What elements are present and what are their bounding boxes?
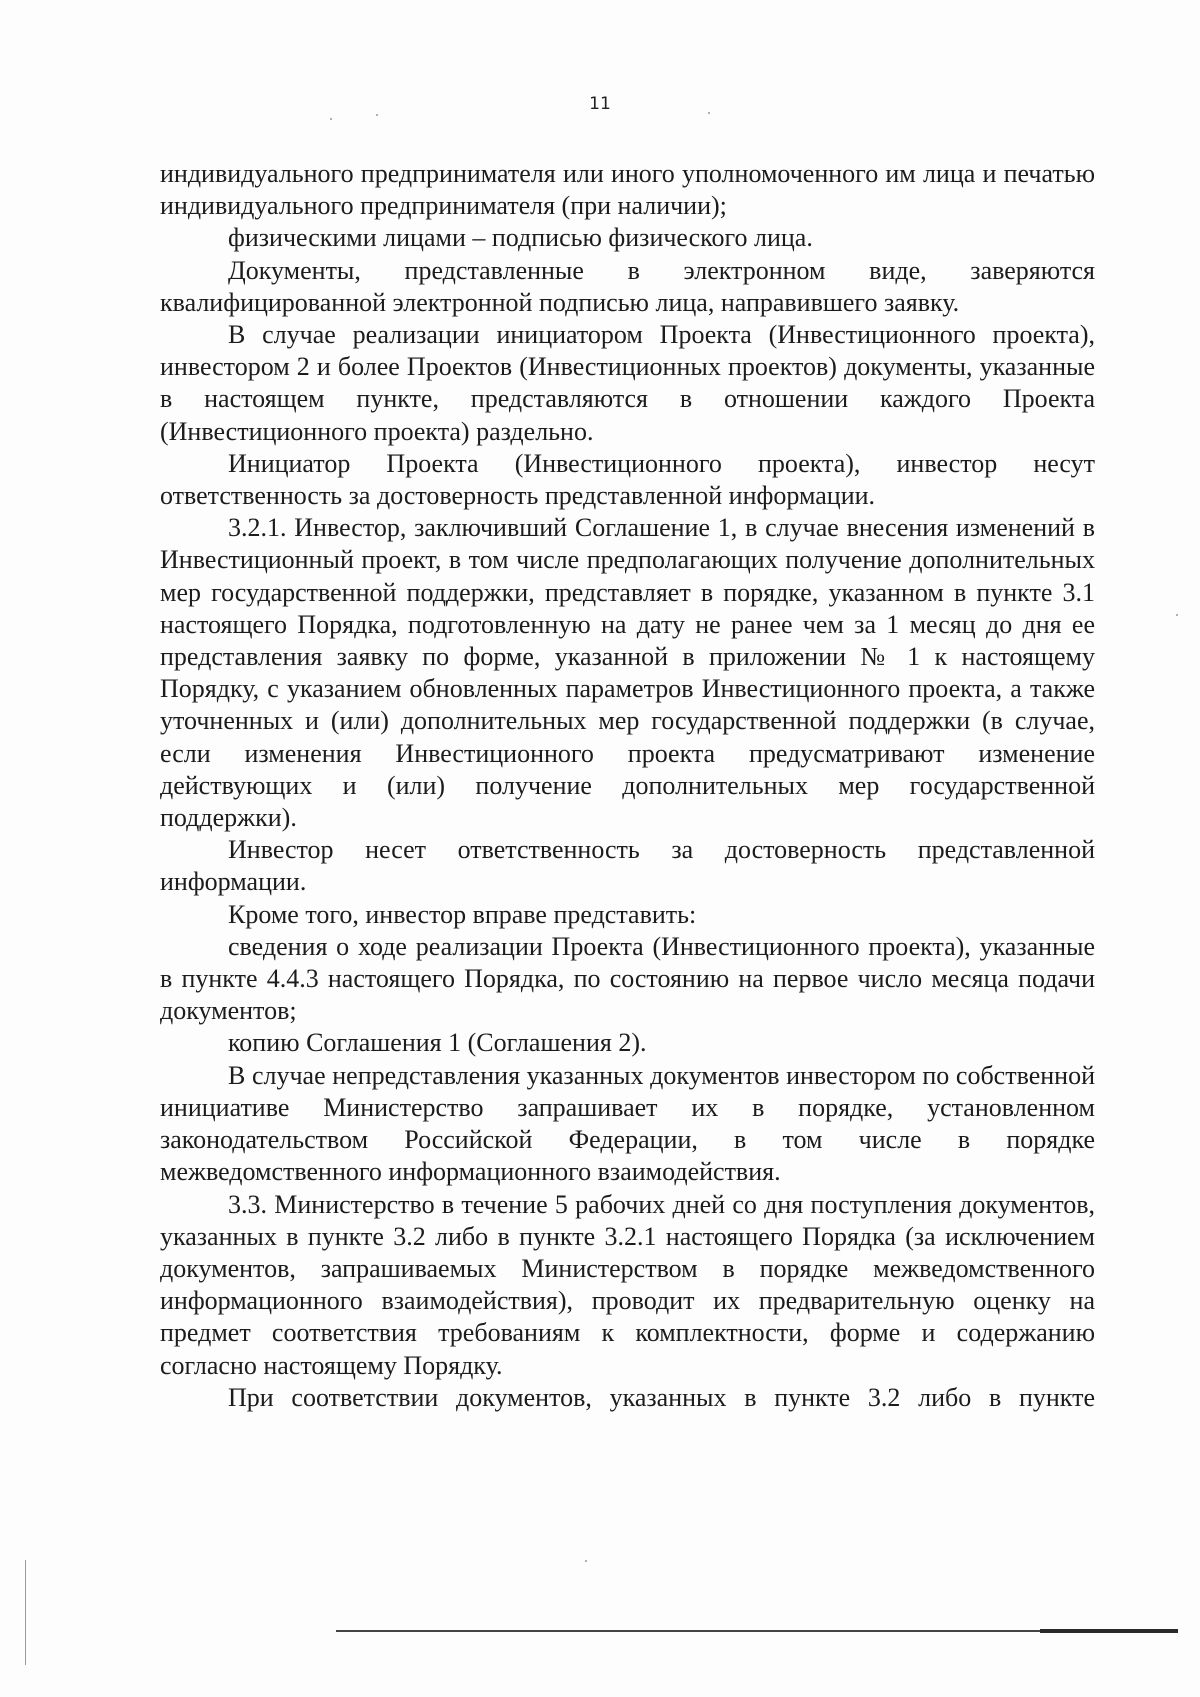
paragraph-clause-3-2-1: 3.2.1. Инвестор, заключивший Соглашение 1, в случае внесения изменений в Инвестиционный проект, в том числе предполагающих получение дополнительных мер государственной поддержки, представляет в порядке, указанном в пункте 3.1 настоящего Порядка, подготовленную на дату не ранее чем за 1 месяц до дня ее представления заявку по форме, указанной в приложении № 1 к настоящему Порядку, с указанием обновленных параметров Инвестиционного проекта, а также уточненных и (или) дополнительных мер государственной поддержки (в случае, если изменения Инвестиционного проекта предусматривают изменение действующих и (или) получение дополнительных мер государственной поддержки).: [160, 513, 1095, 833]
page-number: 11: [589, 94, 611, 114]
paragraph: копию Соглашения 1 (Соглашения 2).: [228, 1028, 647, 1058]
paragraph: физическими лицами – подписью физического лица.: [228, 223, 813, 253]
paragraph-continuation: индивидуального предпринимателя или иного уполномоченного им лица и печатью индивидуального предпринимателя (при наличии);: [160, 159, 1095, 221]
scan-speck: [330, 118, 332, 120]
paragraph: сведения о ходе реализации Проекта (Инвестиционного проекта), указанные в пункте 4.4.3 настоящего Порядка, по состоянию на первое число месяца подачи документов;: [160, 931, 1095, 1026]
scan-margin-line: [25, 1560, 26, 1665]
paragraph: Кроме того, инвестор вправе представить:: [228, 899, 697, 929]
paragraph-clause-3-3: 3.3. Министерство в течение 5 рабочих дней со дня поступления документов, указанных в пункте 3.2 либо в пункте 3.2.1 настоящего Порядка (за исключением документов, запрашиваемых Министерством в порядке межведомственного информационного взаимодействия), проводит их предварительную оценку на предмет соответствия требованиям к комплектности, форме и содержанию согласно настоящему Порядку.: [160, 1189, 1095, 1380]
paragraph-cut-off: При соответствии документов, указанных в пункте 3.2 либо в пункте: [228, 1382, 1095, 1412]
paragraph: В случае непредставления указанных документов инвестором по собственной инициативе Министерство запрашивает их в порядке, установленном законодательством Российской Федерации, в том числе в порядке межведомственного информационного взаимодействия.: [160, 1060, 1095, 1187]
scan-speck: [585, 1560, 587, 1562]
scan-speck: [376, 114, 378, 116]
paragraph: В случае реализации инициатором Проекта (Инвестиционного проекта), инвестором 2 и более Проектов (Инвестиционных проектов) документы, указанные в настоящем пункте, представляются в отношении каждого Проекта (Инвестиционного проекта) раздельно.: [160, 320, 1095, 446]
paragraph: Инициатор Проекта (Инвестиционного проекта), инвестор несут ответственность за достоверность представленной информации.: [160, 448, 1095, 511]
document-body: [160, 158, 1095, 1414]
scan-speck: [1176, 614, 1178, 616]
paragraph: Документы, представленные в электронном виде, заверяются квалифицированной электронной подписью лица, направившего заявку.: [160, 255, 1095, 317]
scan-speck: [708, 112, 710, 114]
footer-rule-heavy: [1040, 1629, 1178, 1633]
paragraph: Инвестор несет ответственность за достоверность представленной информации.: [160, 835, 1095, 897]
